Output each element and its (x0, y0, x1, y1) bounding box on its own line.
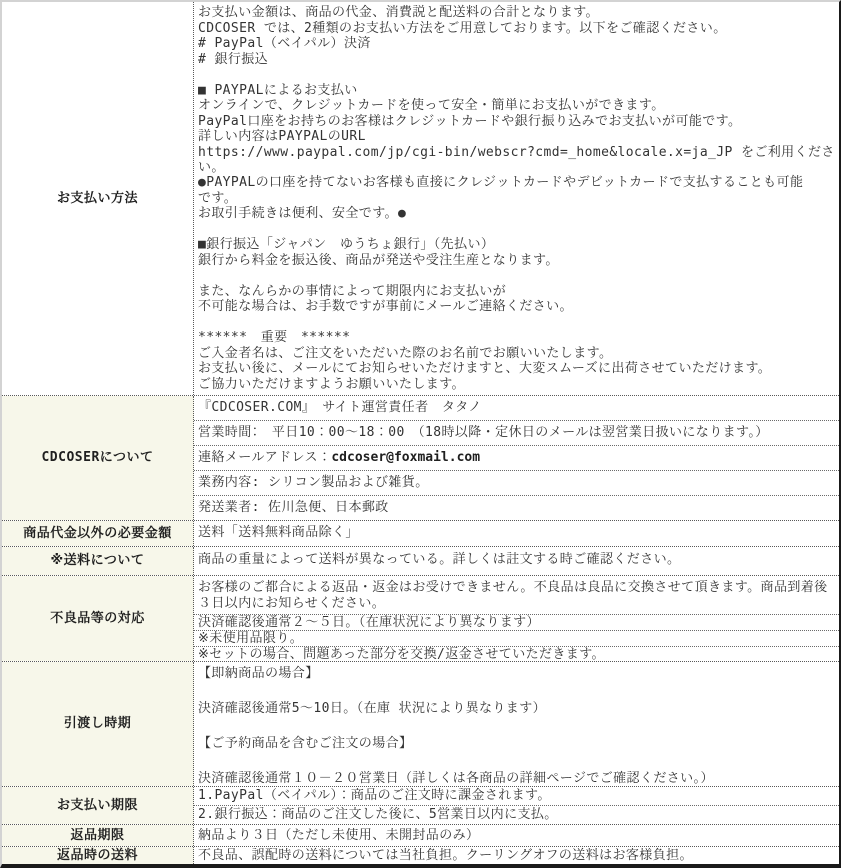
defective-items-content (194, 576, 839, 661)
extra-fees-text: 送料「送料無料商品除く」 (198, 525, 359, 540)
site-operator-text: 『CDCOSER.COM』 サイト運営責任者 タタノ (198, 400, 482, 415)
row-delivery-time (2, 662, 839, 787)
defective-set-row (194, 647, 839, 662)
business-hours-text: 営業時間： 平日10：00～18：00 （18時以降・定休日のメールは翌営業日扱いになります。） (198, 425, 769, 440)
text-line: お支払い後に、メールにてお知らせいただけますと、大変スムーズに出荷させていただけます。 (198, 361, 772, 376)
text-line: オンラインで、クレジットカードを使って安全・簡単にお支払いができます。 (198, 98, 665, 113)
row-about-cdcoser (2, 396, 839, 521)
defective-unused-text: ※未使用品限り。 (198, 631, 304, 646)
site-operator-row (194, 396, 839, 421)
text-line: また、なんらかの事情によって期限内にお支払いが (198, 283, 507, 299)
text-line: お支払い金額は、商品の代金、消費説と配送料の合計となります。 (198, 5, 599, 20)
text-line: 決済確認後通常１０－２０営業日（詳しくは各商品の詳細ページでご確認ください。） (198, 771, 714, 786)
row-return-shipping-fee (2, 847, 839, 864)
text-line: 詳しい内容はPAYPALのURL (198, 129, 366, 144)
shipping-fee-note-header: ※送料について (2, 547, 194, 575)
text-line: 【即納商品の場合】 (198, 666, 319, 681)
text-line (198, 718, 835, 736)
contact-email-label: 連絡メールアドレス： (198, 450, 332, 465)
shipping-carrier-text: 発送業者: 佐川急便、日本郵政 (198, 500, 389, 515)
defective-leadtime-row (194, 615, 839, 631)
delivery-time-header: 引渡し時期 (2, 662, 194, 786)
defective-leadtime-text: 決済確認後通常２～５日。（在庫状況により異なります） (198, 615, 540, 630)
payment-deadline-header: お支払い期限 (2, 787, 194, 824)
payment-method-header: お支払い方法 (2, 2, 194, 395)
row-payment-deadline (2, 787, 839, 825)
paypal-deadline-text: 1.PayPal（ベイパル）：商品のご注文時に課金されます。 (198, 788, 551, 803)
defective-items-header: 不良品等の対応 (2, 576, 194, 661)
extra-fees-content (194, 521, 839, 546)
text-line: ****** 重要 ****** (198, 330, 351, 345)
delivery-time-content (194, 662, 839, 786)
return-deadline-content (194, 825, 839, 846)
shipping-fee-note-content (194, 547, 839, 575)
contact-email-row (194, 446, 839, 471)
payment-method-content (194, 2, 839, 395)
text-line: # 銀行振込 (198, 51, 269, 67)
defective-policy-text: お客様のご都合による返品・返金はお受けできません。不良品は良品に交換させて頂きます。商品到着後３日以内にお知らせください。 (198, 580, 828, 611)
return-shipping-fee-header: 返品時の送料 (2, 847, 194, 864)
text-line: 決済確認後通常5～10日。（在庫 状況により異なります） (198, 701, 547, 716)
text-line (198, 67, 835, 83)
row-shipping-fee-note (2, 547, 839, 576)
text-line: # PayPal（ベイパル）決済 (198, 36, 371, 51)
text-line: PayPal口座をお持ちのお客様はクレジットカードや銀行振り込みでお支払いが可能です。 (198, 113, 742, 129)
text-line: ご入金者名は、ご注文をいただいた際のお名前でお願いいたします。 (198, 345, 613, 361)
business-description-text: 業務内容: シリコン製品および雑貨。 (198, 475, 429, 490)
text-line (198, 268, 835, 284)
extra-fees-header: 商品代金以外の必要金額 (2, 521, 194, 546)
text-line: ご協力いただけますようお願いいたします。 (198, 376, 465, 392)
return-shipping-fee-content (194, 847, 839, 864)
text-line: ●PAYPALの口座を持てないお客様も直接にクレジットカードやデビットカードで支払することも可能 (198, 175, 804, 190)
defective-unused-row (194, 631, 839, 647)
row-extra-fees (2, 521, 839, 547)
row-defective-items (2, 576, 839, 662)
defective-set-text: ※セットの場合、問題あった部分を交換/返金させていただきます。 (198, 647, 605, 662)
text-line (198, 222, 835, 238)
bank-deadline-text: 2.銀行振込：商品のご注文した後に、5営業日以内に支払。 (198, 807, 558, 822)
about-cdcoser-content (194, 396, 839, 520)
text-line: ■銀行振込「ジャパン ゆうちょ銀行」（先払い） (198, 237, 495, 252)
text-line: https://www.paypal.com/jp/cgi-bin/webscr?cmd=_home&locale.x=ja_JP をご利用ください。 (198, 144, 835, 175)
shipping-carrier-row (194, 496, 839, 521)
about-cdcoser-header: CDCOSERについて (2, 396, 194, 520)
text-line: 不可能な場合は、お手数ですが事前にメールご連絡ください。 (198, 299, 573, 314)
row-payment-method (2, 2, 839, 396)
business-hours-row (194, 421, 839, 446)
contact-email-address: cdcoser@foxmail.com (331, 450, 481, 465)
paypal-deadline-row (194, 787, 839, 806)
shipping-fee-note-text: 商品の重量によって送料が異なっている。詳しくは註文する時ご確認ください。 (198, 552, 681, 567)
return-shipping-fee-text: 不良品、誤配時の送料については当社負担。クーリングオフの送料はお客様負担。 (198, 848, 693, 863)
row-return-deadline (2, 825, 839, 847)
business-description-row (194, 471, 839, 496)
text-line (198, 683, 835, 701)
text-line (198, 753, 835, 771)
text-line: 銀行から料金を振込後、商品が発送や受注生産となります。 (198, 252, 559, 268)
text-line (198, 315, 835, 331)
text-line: です。 (198, 190, 238, 206)
defective-policy-row (194, 576, 839, 615)
payment-deadline-content (194, 787, 839, 824)
text-line: 【ご予約商品を含むご注文の場合】 (198, 736, 413, 751)
return-deadline-text: 納品より３日（ただし未使用、未開封品のみ） (198, 828, 480, 843)
bank-deadline-row (194, 806, 839, 825)
return-deadline-header: 返品期限 (2, 825, 194, 846)
text-line: ■ PAYPALによるお支払い (198, 82, 358, 98)
text-line: CDCOSER では、2種類のお支払い方法をご用意しております。以下をご確認ください。 (198, 20, 727, 36)
text-line: お取引手続きは便利、安全です。● (198, 206, 407, 221)
